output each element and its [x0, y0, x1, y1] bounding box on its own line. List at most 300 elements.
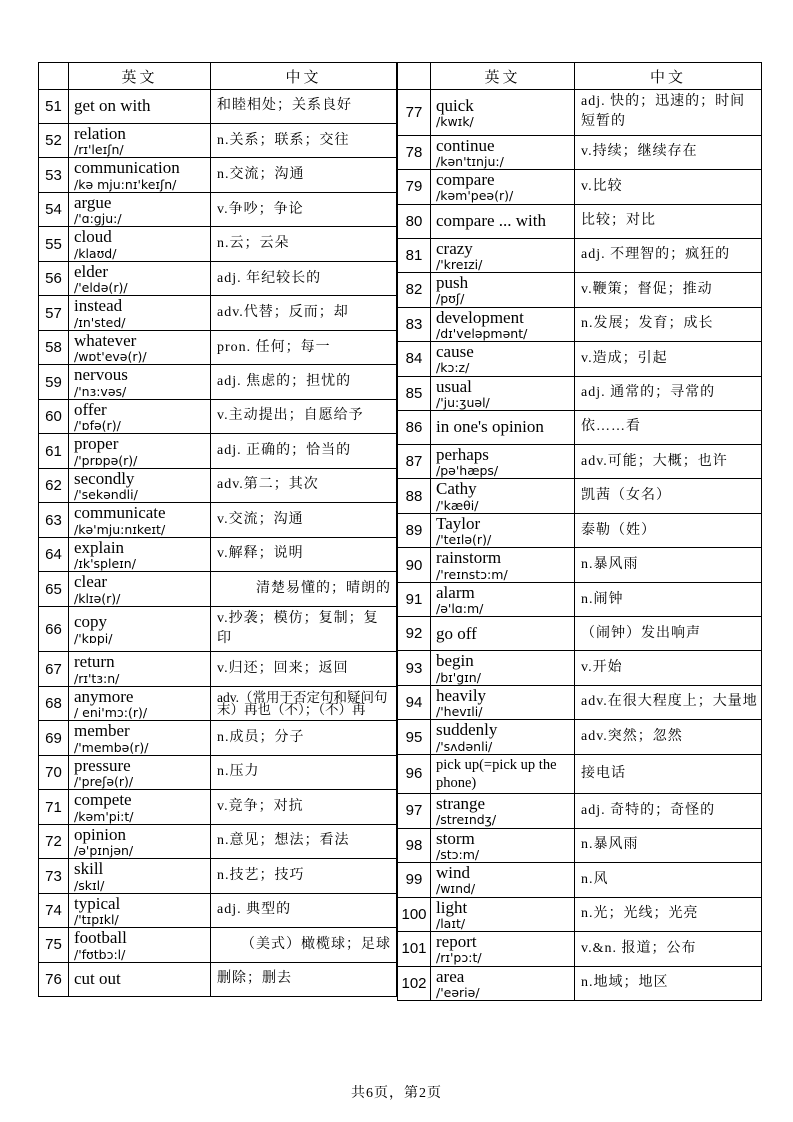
english-word: typical	[74, 893, 121, 913]
table-row	[39, 824, 397, 858]
chinese-cell: v.&n. 报道；公布	[575, 932, 762, 966]
table-row	[398, 966, 762, 1000]
english-word: development	[436, 307, 524, 327]
row-number: 60	[39, 399, 69, 433]
row-number: 97	[398, 794, 431, 828]
english-word: explain	[74, 537, 125, 557]
english-word: compare ... with	[436, 210, 546, 230]
row-number: 83	[398, 307, 431, 341]
english-cell	[69, 365, 211, 399]
english-cell	[431, 410, 575, 444]
english-cell	[69, 468, 211, 502]
english-cell	[69, 399, 211, 433]
table-row	[39, 261, 397, 295]
row-number: 53	[39, 158, 69, 192]
english-cell	[69, 296, 211, 330]
phonetic-transcription: /'kæθi/	[436, 497, 479, 513]
table-row	[398, 238, 762, 272]
english-cell	[69, 572, 211, 606]
english-word: cause	[436, 342, 474, 362]
english-cell	[431, 794, 575, 828]
chinese-cell: n.暴风雨	[575, 548, 762, 582]
phonetic-transcription: /kən'tɪnju:/	[436, 153, 504, 169]
english-word: anymore	[74, 686, 134, 706]
english-word: continue	[436, 135, 495, 155]
english-cell	[69, 537, 211, 571]
english-cell	[431, 342, 575, 376]
table-row	[398, 513, 762, 547]
phonetic-transcription: /kə mju:nɪ'keɪʃn/	[74, 176, 177, 192]
phonetic-transcription: /'kɒpi/	[74, 630, 113, 646]
chinese-cell: v.鞭策；督促；推动	[575, 273, 762, 307]
chinese-cell: adj. 典型的	[211, 893, 397, 927]
phonetic-transcription: /'prɒpə(r)/	[74, 452, 138, 468]
header-num-left	[39, 63, 69, 90]
table-row	[39, 859, 397, 893]
chinese-cell: adv.第二；其次	[211, 468, 397, 502]
row-number: 56	[39, 261, 69, 295]
table-row	[398, 307, 762, 341]
chinese-cell: adj. 快的；迅速的；时间短暂的	[575, 90, 762, 136]
chinese-cell: n.压力	[211, 755, 397, 789]
chinese-cell: v.解释；说明	[211, 537, 397, 571]
phonetic-transcription: /streɪndʒ/	[436, 812, 497, 828]
row-number: 87	[398, 444, 431, 478]
row-number: 82	[398, 273, 431, 307]
header-num-right	[398, 63, 431, 90]
table-row	[39, 572, 397, 606]
table-row	[398, 204, 762, 238]
english-cell	[431, 966, 575, 1000]
chinese-cell: v.主动提出；自愿给予	[211, 399, 397, 433]
table-row	[39, 399, 397, 433]
chinese-cell: adj. 不理智的；疯狂的	[575, 238, 762, 272]
chinese-cell: v.比较	[575, 170, 762, 204]
english-cell	[431, 273, 575, 307]
row-number: 91	[398, 582, 431, 616]
english-cell	[69, 652, 211, 686]
row-number: 72	[39, 824, 69, 858]
english-cell	[431, 135, 575, 169]
english-cell	[69, 124, 211, 158]
row-number: 75	[39, 928, 69, 962]
english-cell	[431, 90, 575, 136]
english-cell	[431, 863, 575, 897]
row-number: 86	[398, 410, 431, 444]
english-word: wind	[436, 863, 470, 883]
row-number: 68	[39, 686, 69, 720]
table-row	[39, 721, 397, 755]
english-cell	[431, 170, 575, 204]
header-chinese-right: 中文	[575, 63, 762, 90]
phonetic-transcription: /kwɪk/	[436, 113, 474, 129]
row-number: 58	[39, 330, 69, 364]
english-cell	[69, 962, 211, 996]
table-row	[39, 962, 397, 996]
english-word: communicate	[74, 503, 166, 523]
english-word: crazy	[436, 238, 473, 258]
row-number: 57	[39, 296, 69, 330]
phonetic-transcription: /kɔ:z/	[436, 360, 470, 376]
english-cell	[431, 932, 575, 966]
phonetic-transcription: /'tɪpɪkl/	[74, 912, 119, 928]
row-number: 63	[39, 503, 69, 537]
phonetic-transcription: /stɔ:m/	[436, 846, 480, 862]
row-number: 69	[39, 721, 69, 755]
english-cell	[431, 828, 575, 862]
table-row	[398, 651, 762, 685]
table-row	[398, 754, 762, 793]
table-row	[39, 606, 397, 652]
chinese-cell: 删除；删去	[211, 962, 397, 996]
row-number: 70	[39, 755, 69, 789]
english-word: report	[436, 932, 477, 952]
chinese-cell: 凯茜（女名）	[575, 479, 762, 513]
row-number: 52	[39, 124, 69, 158]
english-cell	[69, 434, 211, 468]
phonetic-transcription: /wɪnd/	[436, 881, 476, 897]
row-number: 61	[39, 434, 69, 468]
chinese-cell: n.暴风雨	[575, 828, 762, 862]
chinese-cell: adv.突然；忽然	[575, 720, 762, 754]
phonetic-transcription: /'fʊtbɔ:l/	[74, 946, 126, 962]
row-number: 74	[39, 893, 69, 927]
phonetic-transcription: /pʊʃ/	[436, 291, 465, 307]
table-row	[398, 410, 762, 444]
table-row	[39, 330, 397, 364]
english-cell	[431, 617, 575, 651]
phonetic-transcription: /klɪə(r)/	[74, 590, 121, 606]
chinese-cell: pron. 任何；每一	[211, 330, 397, 364]
english-cell	[431, 720, 575, 754]
english-word: begin	[436, 651, 474, 671]
phonetic-transcription: /'sekəndli/	[74, 487, 138, 503]
chinese-cell: 依……看	[575, 410, 762, 444]
table-row	[398, 582, 762, 616]
chinese-cell: v.造成；引起	[575, 342, 762, 376]
english-word: pressure	[74, 755, 131, 775]
header-row	[39, 63, 397, 90]
header-chinese-left: 中文	[211, 63, 397, 90]
english-cell	[431, 444, 575, 478]
english-word: push	[436, 273, 469, 293]
chinese-cell: adj. 通常的；寻常的	[575, 376, 762, 410]
row-number: 102	[398, 966, 431, 1000]
english-cell	[431, 479, 575, 513]
row-number: 93	[398, 651, 431, 685]
table-row	[398, 548, 762, 582]
english-word: Taylor	[436, 513, 481, 533]
phonetic-transcription: /ɪk'spleɪn/	[74, 556, 136, 572]
table-row	[398, 444, 762, 478]
english-word: member	[74, 721, 130, 741]
vocab-table-right	[397, 62, 762, 1001]
table-row	[39, 365, 397, 399]
chinese-cell: v.开始	[575, 651, 762, 685]
english-cell	[69, 192, 211, 226]
chinese-cell: n.关系；联系；交往	[211, 124, 397, 158]
english-cell	[69, 330, 211, 364]
english-word: secondly	[74, 468, 135, 488]
phonetic-transcription: /klaʊd/	[74, 245, 117, 261]
table-row	[39, 90, 397, 124]
row-number: 51	[39, 90, 69, 124]
phonetic-transcription: /ə'pɪnjən/	[74, 843, 134, 859]
page-footer: 共6页，第2页	[351, 1086, 442, 1101]
chinese-cell: adv.可能；大概；也许	[575, 444, 762, 478]
chinese-cell: v.竞争；对抗	[211, 790, 397, 824]
english-cell	[431, 897, 575, 931]
phonetic-transcription: /skɪl/	[74, 877, 105, 893]
phonetic-transcription: /'ɒfə(r)/	[74, 418, 121, 434]
header-english-right: 英文	[431, 63, 575, 90]
row-number: 71	[39, 790, 69, 824]
phonetic-transcription: /'teɪlə(r)/	[436, 532, 492, 548]
english-word: Cathy	[436, 479, 477, 499]
english-cell	[69, 859, 211, 893]
row-number: 77	[398, 90, 431, 136]
row-number: 65	[39, 572, 69, 606]
english-word: rainstorm	[436, 548, 502, 568]
english-cell	[431, 548, 575, 582]
english-word: opinion	[74, 824, 126, 844]
table-row	[398, 617, 762, 651]
row-number: 89	[398, 513, 431, 547]
phonetic-transcription: /kə'mju:nɪkeɪt/	[74, 521, 166, 537]
table-row	[39, 893, 397, 927]
table-row	[39, 227, 397, 261]
chinese-cell: n.成员；分子	[211, 721, 397, 755]
chinese-cell: n.发展；发育；成长	[575, 307, 762, 341]
table-row	[398, 897, 762, 931]
table-row	[398, 170, 762, 204]
phonetic-transcription: /kəm'pi:t/	[74, 808, 134, 824]
table-row	[398, 828, 762, 862]
chinese-cell: n.技艺；技巧	[211, 859, 397, 893]
english-cell	[69, 158, 211, 192]
english-word: return	[74, 652, 115, 672]
english-cell	[69, 790, 211, 824]
english-word: argue	[74, 192, 112, 212]
chinese-cell: adv.代替；反而；却	[211, 296, 397, 330]
row-number: 88	[398, 479, 431, 513]
english-word: communication	[74, 158, 180, 178]
row-number: 101	[398, 932, 431, 966]
english-word: in one's opinion	[436, 417, 544, 437]
english-cell	[431, 651, 575, 685]
chinese-cell: 接电话	[575, 754, 762, 793]
table-row	[39, 434, 397, 468]
english-word: usual	[436, 376, 472, 396]
english-word: pick up(=pick up the phone)	[436, 756, 557, 791]
english-cell	[69, 824, 211, 858]
phonetic-transcription: /'eldə(r)/	[74, 280, 128, 296]
chinese-cell: 清楚易懂的；晴朗的	[211, 572, 397, 606]
row-number: 100	[398, 897, 431, 931]
chinese-cell: （美式）橄榄球；足球	[211, 928, 397, 962]
phonetic-transcription: /rɪ'pɔ:t/	[436, 950, 482, 966]
english-cell	[69, 928, 211, 962]
english-word: cloud	[74, 227, 112, 247]
phonetic-transcription: /'kreɪzi/	[436, 256, 483, 272]
table-row	[39, 468, 397, 502]
row-number: 84	[398, 342, 431, 376]
phonetic-transcription: /rɪ'tɜ:n/	[74, 670, 120, 686]
row-number: 59	[39, 365, 69, 399]
header-row	[398, 63, 762, 90]
english-word: quick	[436, 95, 474, 115]
table-row	[398, 720, 762, 754]
chinese-cell: v.抄袭；模仿；复制；复印	[211, 606, 397, 652]
table-row	[398, 794, 762, 828]
table-row	[398, 863, 762, 897]
row-number: 80	[398, 204, 431, 238]
english-cell	[69, 721, 211, 755]
english-word: compare	[436, 170, 495, 190]
chinese-cell: n.意见；想法；看法	[211, 824, 397, 858]
chinese-cell: adv.在很大程度上；大量地	[575, 685, 762, 719]
english-word: offer	[74, 399, 107, 419]
table-row	[39, 158, 397, 192]
english-cell	[431, 204, 575, 238]
chinese-cell: adj. 焦虑的；担忧的	[211, 365, 397, 399]
table-row	[39, 503, 397, 537]
row-number: 85	[398, 376, 431, 410]
english-word: heavily	[436, 685, 487, 705]
phonetic-transcription: /pə'hæps/	[436, 463, 499, 479]
table-row	[39, 755, 397, 789]
table-row	[398, 90, 762, 136]
table-row	[398, 479, 762, 513]
table-row	[398, 685, 762, 719]
table-row	[39, 790, 397, 824]
row-number: 90	[398, 548, 431, 582]
english-word: light	[436, 897, 468, 917]
phonetic-transcription: /'nɜ:vəs/	[74, 383, 127, 399]
english-word: alarm	[436, 582, 475, 602]
phonetic-transcription: /laɪt/	[436, 915, 466, 931]
english-word: strange	[436, 794, 486, 814]
english-word: storm	[436, 828, 475, 848]
row-number: 92	[398, 617, 431, 651]
chinese-cell: adv.（常用于否定句和疑问句末）再也（不）；（不）再	[211, 686, 397, 720]
row-number: 76	[39, 962, 69, 996]
phonetic-transcription: /'hevɪli/	[436, 704, 483, 720]
phonetic-transcription: /bɪ'gɪn/	[436, 669, 481, 685]
english-word: compete	[74, 790, 132, 810]
phonetic-transcription: / eni'mɔ:(r)/	[74, 705, 148, 721]
row-number: 54	[39, 192, 69, 226]
table-row	[398, 135, 762, 169]
table-row	[398, 342, 762, 376]
english-cell	[431, 754, 575, 793]
table-row	[39, 124, 397, 158]
row-number: 96	[398, 754, 431, 793]
header-english-left: 英文	[69, 63, 211, 90]
english-cell	[69, 90, 211, 124]
english-word: copy	[74, 612, 108, 632]
table-row	[39, 192, 397, 226]
chinese-cell: n.闹钟	[575, 582, 762, 616]
english-cell	[69, 686, 211, 720]
chinese-cell: n.云；云朵	[211, 227, 397, 261]
english-cell	[69, 503, 211, 537]
chinese-cell: n.光；光线；光亮	[575, 897, 762, 931]
phonetic-transcription: /ɪn'sted/	[74, 314, 126, 330]
phonetic-transcription: /'preʃə(r)/	[74, 774, 134, 790]
phonetic-transcription: /'eəriə/	[436, 984, 480, 1000]
chinese-cell: v.归还；回来；返回	[211, 652, 397, 686]
english-cell	[69, 261, 211, 295]
row-number: 62	[39, 468, 69, 502]
chinese-cell: v.持续；继续存在	[575, 135, 762, 169]
chinese-cell: adj. 正确的；恰当的	[211, 434, 397, 468]
english-word: football	[74, 928, 127, 948]
english-cell	[431, 685, 575, 719]
english-cell	[69, 893, 211, 927]
vocab-table-left	[38, 62, 397, 997]
english-word: go off	[436, 623, 477, 643]
english-word: clear	[74, 572, 108, 592]
phonetic-transcription: /'membə(r)/	[74, 739, 149, 755]
english-word: skill	[74, 859, 104, 879]
chinese-cell: 和睦相处；关系良好	[211, 90, 397, 124]
row-number: 79	[398, 170, 431, 204]
phonetic-transcription: /'ɑ:gju:/	[74, 211, 122, 227]
table-row	[39, 537, 397, 571]
english-word: whatever	[74, 330, 137, 350]
row-number: 98	[398, 828, 431, 862]
english-word: get on with	[74, 96, 151, 116]
chinese-cell: v.交流；沟通	[211, 503, 397, 537]
table-row	[39, 686, 397, 720]
chinese-cell: 泰勒（姓）	[575, 513, 762, 547]
table-row	[398, 376, 762, 410]
english-cell	[431, 307, 575, 341]
english-word: instead	[74, 296, 123, 316]
english-word: relation	[74, 124, 126, 143]
english-word: elder	[74, 261, 108, 281]
row-number: 95	[398, 720, 431, 754]
chinese-cell: adj. 奇特的；奇怪的	[575, 794, 762, 828]
chinese-cell: n.交流；沟通	[211, 158, 397, 192]
english-word: area	[436, 966, 465, 986]
english-word: perhaps	[436, 444, 489, 464]
chinese-cell: adj. 年纪较长的	[211, 261, 397, 295]
english-word: proper	[74, 434, 119, 454]
table-row	[39, 296, 397, 330]
english-cell	[431, 513, 575, 547]
row-number: 99	[398, 863, 431, 897]
vocab-tables	[38, 62, 762, 1001]
row-number: 78	[398, 135, 431, 169]
row-number: 66	[39, 606, 69, 652]
row-number: 67	[39, 652, 69, 686]
chinese-cell: n.风	[575, 863, 762, 897]
english-word: cut out	[74, 969, 121, 989]
row-number: 81	[398, 238, 431, 272]
row-number: 64	[39, 537, 69, 571]
chinese-cell: （闹钟）发出响声	[575, 617, 762, 651]
english-cell	[69, 755, 211, 789]
phonetic-transcription: /ə'lɑ:m/	[436, 601, 484, 617]
chinese-cell: v.争吵；争论	[211, 192, 397, 226]
row-number: 73	[39, 859, 69, 893]
english-cell	[431, 582, 575, 616]
english-cell	[69, 606, 211, 652]
table-row	[398, 932, 762, 966]
table-row	[39, 928, 397, 962]
